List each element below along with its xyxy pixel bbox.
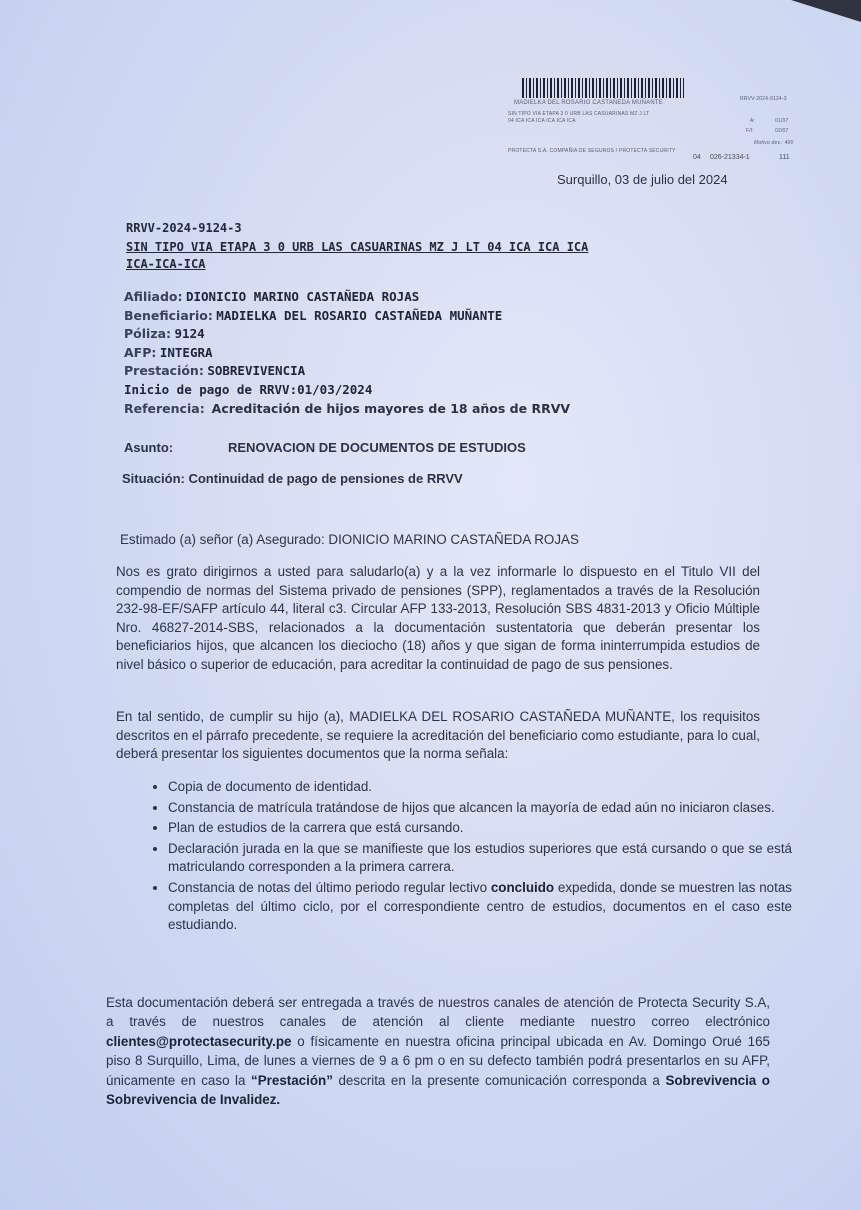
paragraph-1: Nos es grato dirigirnos a usted para saludarlo(a) y a la vez informarle lo dispuesto en el Titulo VII del compendio de normas del Sistema privado de pensiones (SPP), reglamentados a través de la Resolución 232-98-EF/SAFP artículo 44, literal c3. Circular AFP 133-2013, Resolución SBS 4831-2013 y Oficio Múltiple Nro. 46827-2014-SBS, relacionados a la documentación sustentatoria que deberán presentar los beneficiarios hijos, que alcancen los dieciocho (18) años y que sigan de forma ininterrumpida estudios de nivel básico o superior de educación, para acreditar la continuidad de pago de sus pensiones. (116, 564, 760, 672)
referencia-value: Acreditación de hijos mayores de 18 años de RRVV (211, 400, 571, 416)
list-item: • Plan de estudios de la carrera que está cursando. (168, 819, 792, 838)
inicio-value: 01/03/2024 (297, 381, 373, 397)
stamp-address-line1: SIN TIPO VIA ETAPA 3 0 URB LAS CASUARINAS MZ J LT (508, 111, 650, 117)
p3-bold-sobrevivencia: Sobrevivencia o Sobrevivencia de Invalidez. (106, 1072, 770, 1108)
list-item: • Copia de documento de identidad. (168, 778, 792, 797)
requirements-list (140, 778, 792, 937)
prestacion-value: SOBREVIVENCIA (207, 363, 306, 379)
p3-part2: o físicamente en nuestra oficina principal ubicada en Av. Domingo Orué 165 piso 8 Surquillo, Lima, de lunes a viernes de 9 a 6 pm o en su defecto también podrá presentarlos en su AFP, únicamente en caso la (106, 1033, 770, 1088)
list-item (168, 879, 792, 935)
address-line2: ICA-ICA-ICA (126, 257, 206, 271)
stamp-recipient: MADIELKA DEL ROSARIO CASTAÑEDA MUÑANTE (514, 100, 663, 106)
stamp-field-b-value: 02/07 (775, 128, 789, 134)
list-item: • Constancia de matrícula tratándose de hijos que alcancen la mayoría de edad aún no iniciaron clases. (168, 799, 792, 818)
prestacion-row (124, 362, 570, 381)
afiliado-value: DIONICIO MARINO CASTAÑEDA ROJAS (185, 289, 420, 304)
list-item: • Declaración jurada en la que se manifieste que los estudios superiores que está cursando o que se está matriculando corresponden a la primera carrera. (168, 840, 792, 877)
afp-label: AFP: (124, 344, 157, 360)
req5-part1: Constancia de notas del último periodo regular lectivo (168, 879, 488, 895)
stamp-tracking-prefix: 04 (693, 154, 701, 161)
referencia-label: Referencia: (124, 400, 205, 416)
stamp-tracking-suffix: 111 (779, 154, 790, 161)
asunto-row (124, 440, 526, 455)
req5-bold: concluido (490, 879, 555, 895)
req5-part2: expedida, donde se muestren las notas completas del último ciclo, por el correspondiente centro de estudios, documentos en el caso este estudiando. (168, 879, 792, 933)
stamp-field-b-label: F/I: (746, 128, 755, 134)
poliza-label: Póliza: (124, 326, 172, 342)
afiliado-row (124, 288, 570, 307)
situacion-value: Continuidad de pago de pensiones de RRVV (188, 471, 463, 486)
address-line1: SIN TIPO VIA ETAPA 3 0 URB LAS CASUARINAS MZ J LT 04 ICA ICA ICA (126, 240, 589, 254)
contact-email[interactable]: clientes@protectasecurity.pe (106, 1033, 292, 1049)
afiliado-label: Afiliado: (124, 289, 183, 304)
poliza-value: 9124 (174, 326, 205, 342)
asunto-value: RENOVACION DE DOCUMENTOS DE ESTUDIOS (228, 440, 526, 455)
poliza-row (124, 325, 570, 344)
policy-info (124, 288, 570, 418)
stamp-address-line2: 04 ICA ICA ICA ICA ICA ICA (508, 118, 576, 124)
paragraph-2: En tal sentido, de cumplir su hijo (a), MADIELKA DEL ROSARIO CASTAÑEDA MUÑANTE, los requisitos descritos en el párrafo precedente, se requiere la acreditación del beneficiario como estudiante, para lo cual, deberá presentar los siguientes documentos que la norma señala: (116, 709, 760, 762)
stamp-field-a-value: 01/07 (775, 118, 789, 124)
stamp-motivo: Motivo dev.: 400 (754, 140, 794, 146)
p3-part3: descrita en la presente comunicación corresponda a (338, 1072, 660, 1088)
afp-value: INTEGRA (159, 344, 213, 360)
situacion-row (122, 471, 463, 486)
greeting: Estimado (a) señor (a) Asegurado: DIONICIO MARINO CASTAÑEDA ROJAS (120, 532, 579, 547)
beneficiario-value: MADIELKA DEL ROSARIO CASTAÑEDA MUÑANTE (216, 307, 503, 323)
situacion-label: Situación: (122, 471, 185, 486)
barcode (522, 78, 684, 98)
p3-part1: Esta documentación deberá ser entregada a través de nuestros canales de atención de Protecta Security S.A, a través de nuestros canales de atención al cliente mediante nuestro correo electrónico (106, 995, 770, 1030)
stamp-ref-code: RRVV-2024-9124-3 (740, 96, 787, 102)
beneficiario-label: Beneficiario: (124, 307, 213, 323)
reference-code: RRVV-2024-9124-3 (126, 221, 242, 235)
p3-bold-prestacion: “Prestación” (251, 1072, 333, 1088)
page-corner-shadow (791, 0, 861, 22)
inicio-label: Inicio de pago de RRVV: (124, 381, 298, 397)
inicio-row (124, 381, 570, 400)
prestacion-label: Prestación: (124, 363, 204, 379)
asunto-label: Asunto: (124, 440, 174, 455)
stamp-field-a-label: A: (750, 118, 756, 124)
date-line: Surquillo, 03 de julio del 2024 (557, 172, 728, 187)
referencia-row (124, 400, 570, 419)
beneficiario-row (124, 307, 570, 326)
stamp-courier-line: PROTECTA S.A. COMPAÑIA DE SEGUROS / PROTECTA SECURITY (508, 148, 676, 154)
stamp-tracking: 026-21334-1 (710, 154, 750, 161)
afp-row (124, 344, 570, 363)
paragraph-3 (106, 993, 770, 1109)
